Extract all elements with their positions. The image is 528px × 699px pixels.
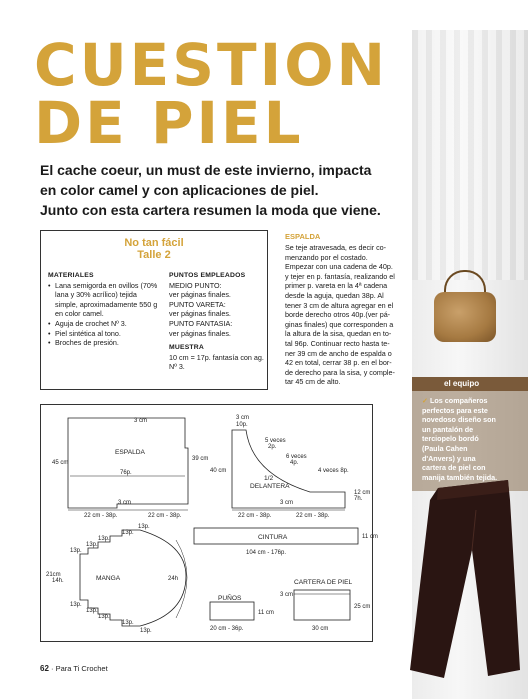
instruction-line: ner 39 cm de ancho de espalda o <box>285 348 392 358</box>
espalda-right: 39 cm <box>192 456 209 462</box>
lead-line: El cache coeur, un must de este invierno, impacta <box>40 162 372 178</box>
manga-left-2: 14h. <box>52 578 64 584</box>
punos-bottom: 20 cm - 36p. <box>210 626 244 632</box>
stitches-heading: PUNTOS EMPLEADOS <box>169 272 246 279</box>
stitch-line: PUNTO VARETA: <box>169 299 226 309</box>
instruction-line: primer p. vareta en la 4ª cadena <box>285 281 388 291</box>
page-title-line-2: DE PIEL <box>34 89 304 157</box>
difficulty-level: No tan fácil <box>124 237 184 249</box>
manga-left-1: 21cm <box>46 572 61 578</box>
instruction-line: 42 en total, cerrar 38 p. en el bor- <box>285 358 392 368</box>
delantera-label-1: 1/2 <box>264 475 274 482</box>
caption-line: un pantalón de <box>422 424 474 434</box>
delantera-v2b: 4p. <box>290 460 299 466</box>
instruction-line: la altura de la sisa, quedan en to- <box>285 329 392 339</box>
stitches-column <box>169 271 265 372</box>
delantera-v1b: 2p. <box>268 444 277 450</box>
manga-label: MANGA <box>96 575 121 582</box>
punos-piece <box>210 602 254 620</box>
caption-line: terciopelo bordó <box>422 434 479 444</box>
difficulty-heading <box>41 237 267 261</box>
manga-step: 13p. <box>122 620 134 626</box>
manga-step: 13p. <box>98 536 110 542</box>
caption-line: manija también tejida. <box>422 472 498 482</box>
pattern-info-box <box>40 230 268 390</box>
page-footer <box>40 664 108 673</box>
cintura-bottom: 104 cm - 176p. <box>246 550 287 556</box>
instruction-line: tal 96p. Continuar recto hasta te- <box>285 338 390 348</box>
espalda-inner-bottom: 3 cm <box>118 500 132 506</box>
manga-step: 13p. <box>86 608 98 614</box>
caption-line: ✓ Los compañeros <box>422 396 488 405</box>
stitch-line: ver páginas finales. <box>169 328 231 338</box>
delantera-top: 3 cm <box>236 415 250 421</box>
instruction-line: de derecho para la sisa, y comple- <box>285 367 395 377</box>
material-item: • Lana semigorda en ovillos (70% lana y 30% acrílico) tejida simple, aproximadamente 550 g en color camel. <box>48 281 158 319</box>
material-item: • Broches de presión. <box>48 338 158 348</box>
delantera-top2: 10p. <box>236 422 248 428</box>
instruction-line: borde derecho otros 40p.(ver pá- <box>285 310 391 320</box>
espalda-instructions <box>285 243 413 387</box>
lead-line: Junto con esta cartera resumen la moda que viene. <box>40 202 381 218</box>
delantera-bottom2: 22 cm - 38p. <box>296 513 330 519</box>
instruction-line: tar 45 cm de alto. <box>285 377 341 387</box>
espalda-top: 3 cm <box>134 418 148 424</box>
espalda-label: ESPALDA <box>115 449 145 456</box>
material-item: • Aguja de crochet Nº 3. <box>48 319 158 329</box>
manga-step: 13p. <box>122 530 134 536</box>
delantera-label-2: DELANTERA <box>250 483 290 490</box>
manga-step: 13p. <box>98 614 110 620</box>
pattern-diagram <box>40 404 378 642</box>
stitch-line: ver páginas finales. <box>169 290 231 300</box>
delantera-v1: 5 veces <box>265 438 286 444</box>
materials-column <box>48 271 158 348</box>
espalda-bottom-b: 22 cm - 38p. <box>148 513 182 519</box>
page-number: 62 <box>40 664 49 673</box>
caption-line: cartera de piel con <box>422 463 486 473</box>
cartera-label: CARTERA DE PIEL <box>294 579 353 586</box>
delantera-v2: 6 veces <box>286 454 307 460</box>
instruction-line: menzando por el costado. <box>285 252 368 262</box>
caption-line: d'Anvers) y una <box>422 453 476 463</box>
stitch-line: MEDIO PUNTO: <box>169 280 222 290</box>
materials-heading: MATERIALES <box>48 272 94 279</box>
lead-line: en color camel y con aplicaciones de piel. <box>40 182 319 198</box>
instruction-line: desde la aguja, quedan 38p. Al <box>285 290 384 300</box>
delantera-left: 40 cm <box>210 468 227 474</box>
delantera-r2: 7h. <box>354 496 363 502</box>
manga-step: 13p. <box>138 524 150 530</box>
delantera-v3: 4 veces 8p. <box>318 468 349 474</box>
espalda-heading: ESPALDA <box>285 232 321 241</box>
manga-step: 13p. <box>140 628 152 634</box>
equipo-caption <box>422 396 522 482</box>
sample-heading: MUESTRA <box>169 344 205 352</box>
cintura-right: 11 cm <box>362 534 378 540</box>
magazine-name: · Para Ti Crochet <box>51 664 108 673</box>
check-icon: ✓ <box>422 396 431 405</box>
cintura-label: CINTURA <box>258 534 288 541</box>
delantera-r1: 12 cm <box>354 490 371 496</box>
espalda-left: 45 cm <box>52 460 69 466</box>
caption-line: novedoso diseño son <box>422 415 496 425</box>
manga-step: 13p. <box>70 602 82 608</box>
espalda-bottom-a: 22 cm - 38p. <box>84 513 118 519</box>
cartera-piece <box>294 590 350 620</box>
equipo-heading: el equipo <box>412 377 528 391</box>
fur-bag-illustration <box>434 292 496 342</box>
espalda-piece <box>68 418 188 508</box>
caption-line: (Paula Cahen <box>422 443 468 453</box>
manga-step: 13p. <box>70 548 82 554</box>
page-title-line-1: CUESTION <box>34 31 389 99</box>
manga-right: 24h <box>168 576 179 582</box>
stitch-line: PUNTO FANTASIA: <box>169 318 233 328</box>
instruction-line: ginas finales) que corresponden a <box>285 319 394 329</box>
size-label: Talle 2 <box>137 249 171 261</box>
caption-line: perfectos para este <box>422 405 488 415</box>
instruction-line: Empezar con una cadena de 40p. <box>285 262 393 272</box>
instruction-line: tener 3 cm de altura agregar en el <box>285 300 394 310</box>
delantera-bottom: 22 cm - 38p. <box>238 513 272 519</box>
delantera-inner-bottom: 3 cm <box>280 500 294 506</box>
cartera-right: 25 cm <box>354 604 371 610</box>
trousers-illustration <box>380 480 528 680</box>
sample-text: 10 cm = 17p. fantasía con ag. Nº 3. <box>169 352 264 372</box>
punos-right: 11 cm <box>258 610 274 616</box>
photo-curtain <box>412 30 528 280</box>
stitch-line: ver páginas finales. <box>169 309 231 319</box>
espalda-inner: 76p. <box>120 470 132 476</box>
punos-label: PUÑOS <box>218 595 242 602</box>
manga-step: 13p. <box>86 542 98 548</box>
instruction-line: Se teje atravesada, es decir co- <box>285 243 387 252</box>
lead-paragraph <box>40 160 420 220</box>
cartera-top: 3 cm <box>280 592 294 598</box>
instruction-line: y tejer en p. fantasía, realizando el <box>285 271 395 281</box>
material-item: • Piel sintética al tono. <box>48 329 158 339</box>
cartera-bottom: 30 cm <box>312 626 329 632</box>
